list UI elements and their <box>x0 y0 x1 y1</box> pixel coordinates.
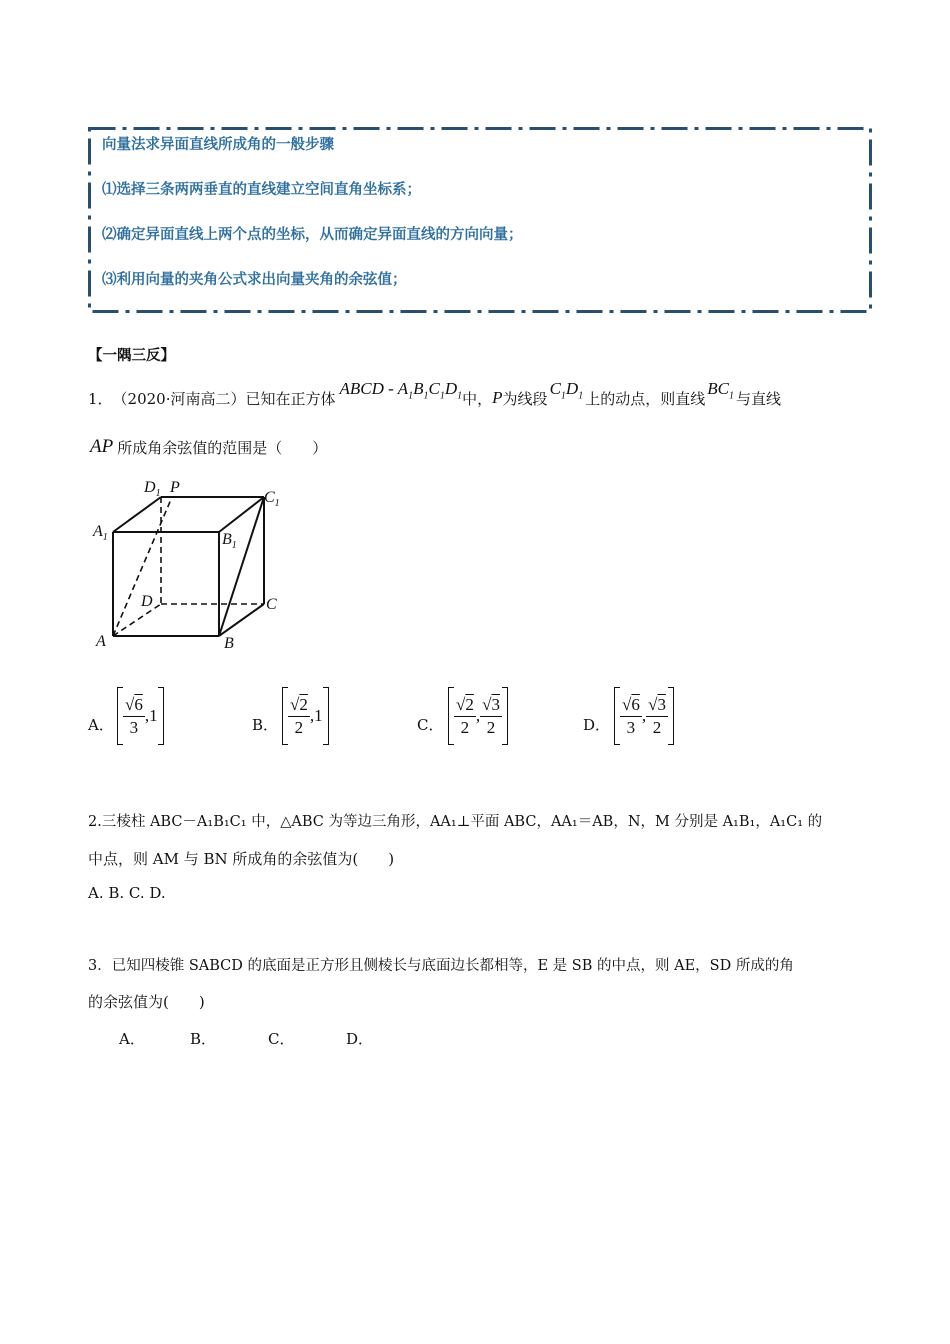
q1-option-a-label: A． <box>88 716 114 734</box>
q1-source: （2020·河南高二）已知在正方体 <box>112 389 336 408</box>
q3-option-b: B． <box>190 1030 217 1048</box>
q3-option-a: A． <box>119 1030 145 1048</box>
diagonal-bc1 <box>219 497 264 636</box>
question-1-line-2 <box>90 436 327 458</box>
edge-a-d-hidden <box>113 604 161 636</box>
method-step-3: ⑶利用向量的夹角公式求出向量夹角的余弦值； <box>102 272 407 288</box>
section-heading: 【一隅三反】 <box>88 348 175 364</box>
method-step-1: ⑴选择三条两两垂直的直线建立空间直角坐标系； <box>102 182 421 198</box>
label-d: D <box>141 593 153 610</box>
q1-option-d-value: $\frac{√6}{3}$ , $\frac{√3}{2}$ <box>614 688 674 744</box>
cube-figure <box>88 474 298 654</box>
q1-line2-text: 所成角余弦值的范围是（ ） <box>117 438 328 457</box>
q1-option-d-label: D． <box>583 716 611 734</box>
question-1-line-1 <box>88 378 781 418</box>
question-3-line-1: 3．已知四棱锥 SABCD 的底面是正方形且侧棱长与底面边长都相等，E 是 SB 的中点，则 AE，SD 所成的角 <box>88 958 794 974</box>
q1-option-a-value: $\frac{√6}{3}$ , 1 <box>117 688 164 744</box>
question-2-line-1: 2.三棱柱 ABC－A₁B₁C₁ 中，△ABC 为等边三角形，AA₁⊥平面 ABC，AA₁＝AB，N，M 分别是 A₁B₁，A₁C₁ 的 <box>88 814 823 830</box>
method-box <box>88 127 872 313</box>
q1-mid2: 为线段 <box>502 389 548 408</box>
question-2-line-2: 中点，则 AM 与 BN 所成角的余弦值为( ) <box>88 850 395 868</box>
q1-segment: $C_1D_1$ <box>549 378 584 402</box>
q1-number: 1． <box>88 389 113 408</box>
label-a1: $A_1$ <box>93 523 108 543</box>
method-step-2: ⑵确定异面直线上两个点的坐标，从而确定异面直线的方向向量； <box>102 227 523 243</box>
q1-option-c-label: C． <box>417 716 444 734</box>
method-box-title: 向量法求异面直线所成角的一般步骤 <box>102 137 334 153</box>
label-d1: $D_1$ <box>144 479 161 499</box>
q1-mid: 中， <box>462 389 493 408</box>
q1-line-ap: AP <box>90 436 114 457</box>
q1-line-bc1: $BC_1$ <box>707 378 734 402</box>
q1-point-p: P <box>492 388 503 407</box>
edge-a1-d1 <box>113 497 161 532</box>
label-c: C <box>266 596 277 613</box>
q3-option-c: C． <box>268 1030 295 1048</box>
q3-option-d: D． <box>346 1030 374 1048</box>
label-p: P <box>170 479 180 496</box>
q1-end: 与直线 <box>735 389 781 408</box>
q1-cube-name: ABCD - $A_1B_1C_1D_1$ <box>339 378 463 402</box>
question-2-options: A. B. C. D. <box>88 884 166 902</box>
segment-ap-hidden <box>113 497 172 636</box>
q1-option-c-value: $\frac{√2}{2}$ , $\frac{√3}{2}$ <box>448 688 508 744</box>
label-b: B <box>224 635 234 652</box>
edge-b-c <box>219 604 264 636</box>
label-c1: $C_1$ <box>264 489 280 509</box>
question-3-line-2: 的余弦值为( ) <box>88 993 205 1011</box>
label-a: A <box>96 633 106 650</box>
q1-option-b-value: $\frac{√2}{2}$ , 1 <box>282 688 329 744</box>
edge-b1-c1 <box>219 497 264 532</box>
q1-mid3: 上的动点，则直线 <box>585 389 706 408</box>
q1-option-b-label: B． <box>252 716 279 734</box>
label-b1: $B_1$ <box>222 531 237 551</box>
